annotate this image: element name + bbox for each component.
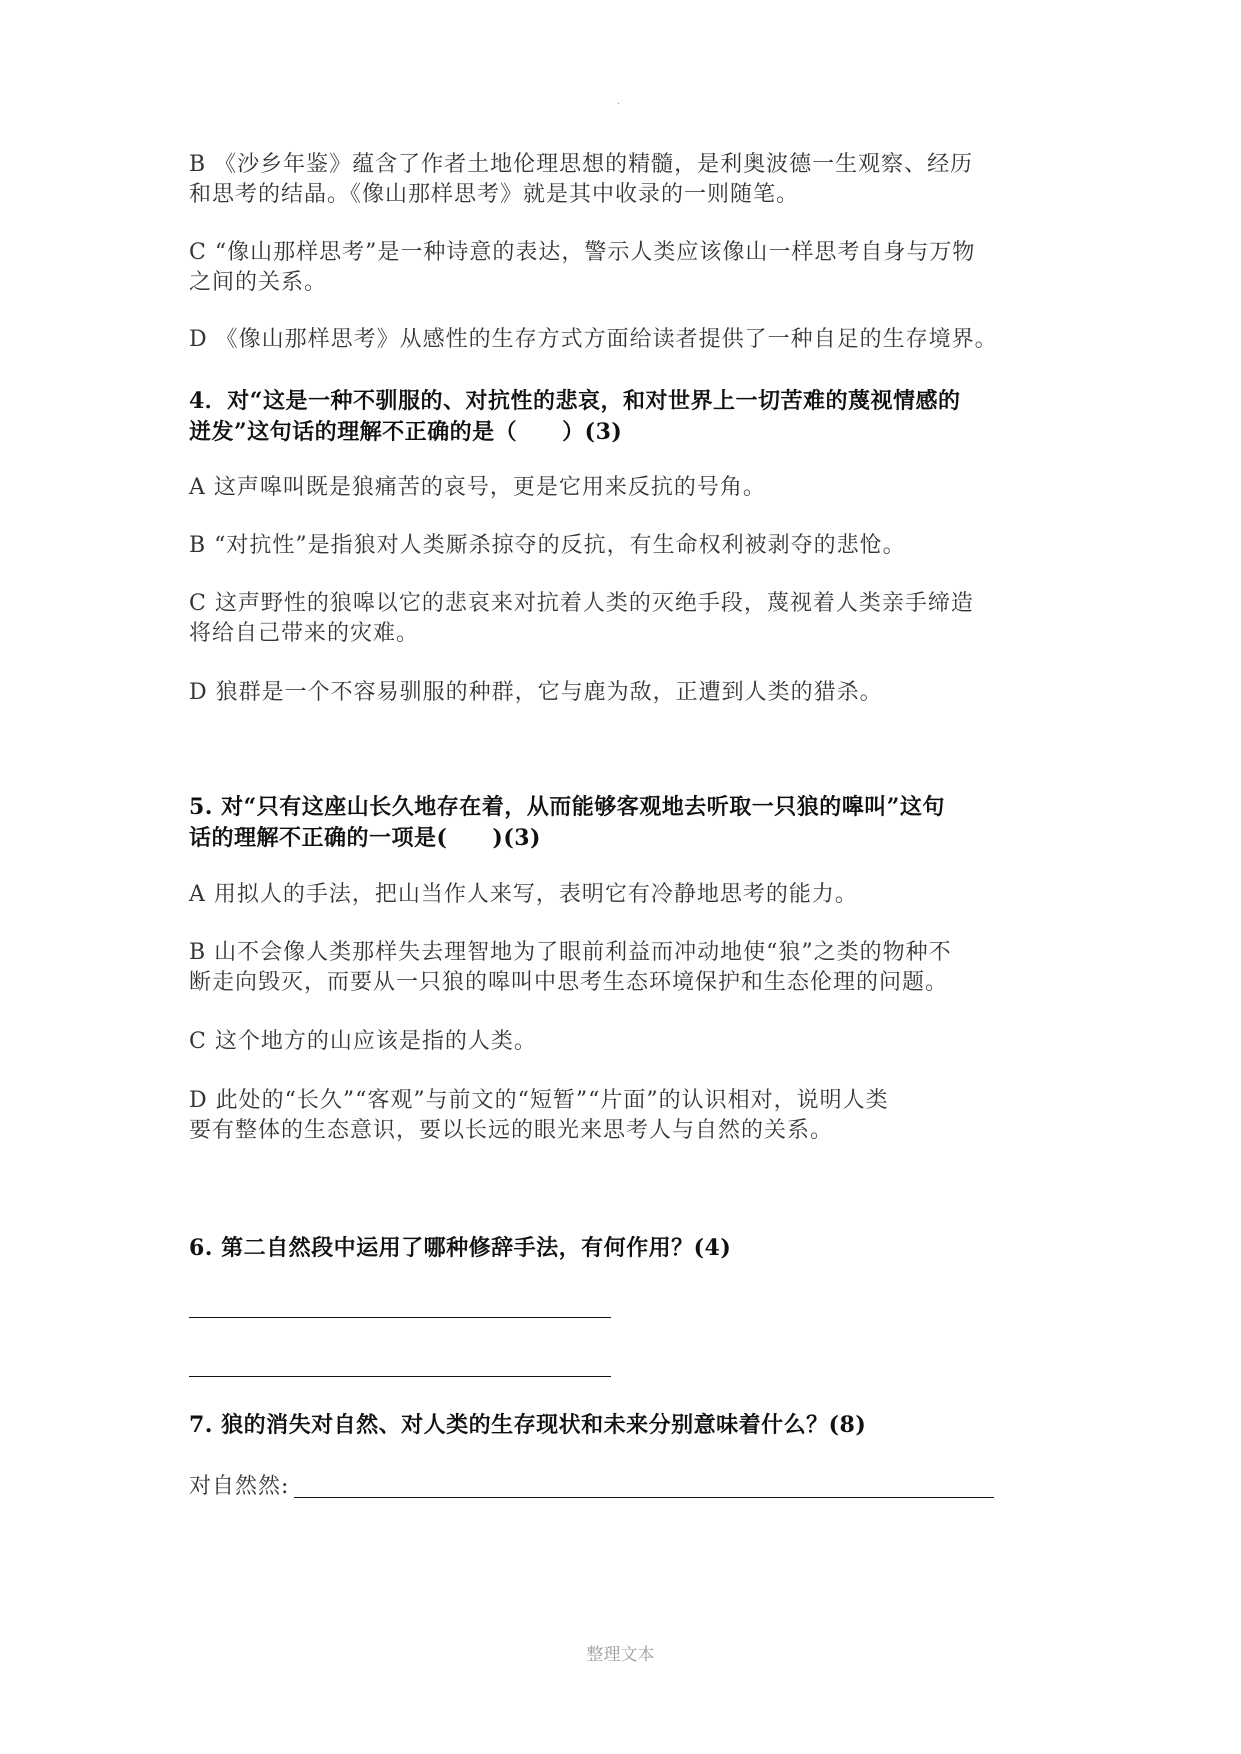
q5-title-line2: 话的理解不正确的一项是( )(3)	[189, 825, 541, 851]
q4-title-line2: 迸发”这句话的理解不正确的是（ ）(3)	[189, 419, 623, 445]
q5-option-b-line1: B 山不会像人类那样失去理智地为了眼前利益而冲动地使“狼”之类的物种不	[189, 940, 952, 965]
q7-nature-answer-line[interactable]	[294, 1497, 994, 1498]
q6-answer-line-2[interactable]	[189, 1376, 611, 1377]
q3-option-b-line2: 和思考的结晶。《像山那样思考》就是其中收录的一则随笔。	[189, 182, 800, 207]
q3-option-c-line1: C “像山那样思考”是一种诗意的表达，警示人类应该像山一样思考自身与万物	[189, 240, 976, 265]
q6-answer-line-1[interactable]	[189, 1317, 611, 1318]
q5-option-b-line2: 断走向毁灭，而要从一只狼的嗥叫中思考生态环境保护和生态伦理的问题。	[189, 970, 949, 995]
q5-title-line1: 5. 对“只有这座山长久地存在着，从而能够客观地去听取一只狼的嗥叫”这句	[189, 794, 945, 820]
q4-option-c-line1: C 这声野性的狼嗥以它的悲哀来对抗着人类的灭绝手段，蔑视着人类亲手缔造	[189, 591, 974, 616]
q4-option-b: B “对抗性”是指狼对人类厮杀掠夺的反抗，有生命权利被剥夺的悲怆。	[189, 533, 906, 558]
q5-option-a: A 用拟人的手法，把山当作人来写，表明它有冷静地思考的能力。	[189, 882, 858, 907]
q5-option-d-line2: 要有整体的生态意识，要以长远的眼光来思考人与自然的关系。	[189, 1118, 834, 1143]
header-dot: .	[617, 96, 621, 107]
q4-option-c-line2: 将给自己带来的灾难。	[189, 621, 420, 646]
q4-title-line1: 4．对“这是一种不驯服的、对抗性的悲哀，和对世界上一切苦难的蔑视情感的	[189, 388, 961, 414]
q6-title: 6. 第二自然段中运用了哪种修辞手法，有何作用？(4)	[189, 1235, 732, 1261]
q4-option-d: D 狼群是一个不容易驯服的种群，它与鹿为敌，正遭到人类的猎杀。	[189, 680, 883, 705]
q7-label-nature: 对自然然:	[189, 1474, 290, 1499]
q3-option-d: D 《像山那样思考》从感性的生存方式方面给读者提供了一种自足的生存境界。	[189, 327, 998, 352]
q3-option-b-line1: B 《沙乡年鉴》蕴含了作者土地伦理思想的精髓，是利奥波德一生观察、经历	[189, 152, 974, 177]
q5-option-c: C 这个地方的山应该是指的人类。	[189, 1029, 537, 1054]
q7-title: 7. 狼的消失对自然、对人类的生存现状和未来分别意味着什么？(8)	[189, 1412, 867, 1438]
q5-option-d-line1: D 此处的“长久”“客观”与前文的“短暂”“片面”的认识相对，说明人类	[189, 1088, 889, 1113]
q3-option-c-line2: 之间的关系。	[189, 270, 328, 295]
q4-option-a: A 这声嗥叫既是狼痛苦的哀号，更是它用来反抗的号角。	[189, 475, 766, 500]
footer-text: 整理文本	[586, 1645, 655, 1665]
